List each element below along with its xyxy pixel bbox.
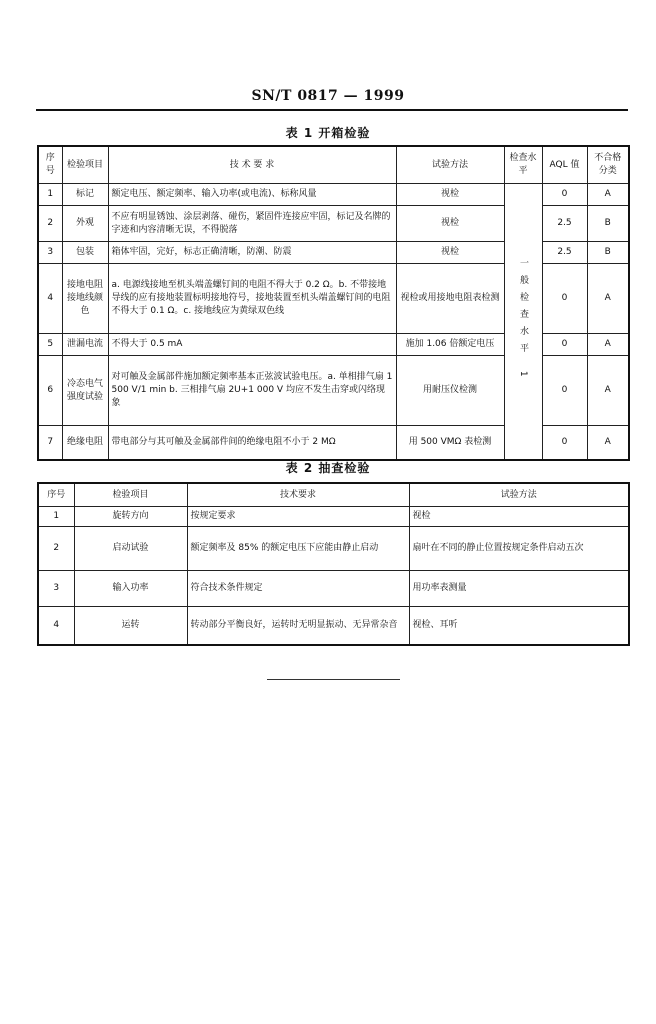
cell-item: 标记 xyxy=(62,184,108,206)
cell-requirement: 不应有明显锈蚀、涂层剥落、碰伤，紧固件连接应牢固，标记及名牌的字迹和内容清晰无误，不得脱落 xyxy=(108,206,396,242)
cell-no: 4 xyxy=(38,607,74,645)
cell-method: 施加 1.06 倍额定电压 xyxy=(396,334,504,356)
table2-caption: 表 2 抽查检验 xyxy=(285,461,371,475)
cell-method: 视检 xyxy=(396,242,504,264)
cell-aql: 2.5 xyxy=(542,242,587,264)
cell-class: B xyxy=(587,242,629,264)
cell-no: 1 xyxy=(38,507,74,527)
cell-no: 3 xyxy=(38,571,74,607)
cell-requirement: 额定电压、额定频率、输入功率(或电流)、标称风量 xyxy=(108,184,396,206)
cell-class: B xyxy=(587,206,629,242)
cell-item: 运转 xyxy=(74,607,187,645)
cell-item: 绝缘电阻 xyxy=(62,426,108,460)
cell-item: 输入功率 xyxy=(74,571,187,607)
table1-caption: 表 1 开箱检验 xyxy=(285,126,371,140)
cell-requirement: 转动部分平衡良好，运转时无明显振动、无异常杂音 xyxy=(187,607,409,645)
table-row xyxy=(38,507,629,527)
cell-method: 视检、耳听 xyxy=(409,607,629,645)
cell-requirement: a. 电源线接地至机头端盖螺钉间的电阻不得大于 0.2 Ω。b. 不带接地导线的应有接地装置标明接地符号，接地装置至机头端盖螺钉间的电阻不得大于 0.1 Ω。c. 接地线应为黄绿双色线 xyxy=(108,264,396,334)
cell-no: 2 xyxy=(38,206,62,242)
cell-item: 泄漏电流 xyxy=(62,334,108,356)
cell-class: A xyxy=(587,356,629,426)
cell-method: 视检 xyxy=(396,206,504,242)
col-header-no: 序号 xyxy=(38,146,62,184)
cell-aql: 0 xyxy=(542,184,587,206)
standard-number: SN/T 0817 — 1999 xyxy=(251,88,405,104)
cell-aql: 0 xyxy=(542,334,587,356)
col-header-item: 检验项目 xyxy=(62,146,108,184)
cell-class: A xyxy=(587,426,629,460)
cell-no: 4 xyxy=(38,264,62,334)
header-rule xyxy=(36,109,628,111)
cell-requirement: 按规定要求 xyxy=(187,507,409,527)
col-header-method: 试验方法 xyxy=(396,146,504,184)
cell-method: 用耐压仪检测 xyxy=(396,356,504,426)
table-sampling-inspection xyxy=(37,482,630,646)
cell-no: 7 xyxy=(38,426,62,460)
cell-no: 2 xyxy=(38,527,74,571)
cell-item: 冷态电气强度试验 xyxy=(62,356,108,426)
col-header-requirement: 技术要求 xyxy=(187,483,409,507)
cell-aql: 0 xyxy=(542,264,587,334)
cell-item: 启动试验 xyxy=(74,527,187,571)
cell-requirement: 不得大于 0.5 mA xyxy=(108,334,396,356)
cell-requirement: 符合技术条件规定 xyxy=(187,571,409,607)
cell-no: 3 xyxy=(38,242,62,264)
cell-requirement: 带电部分与其可触及金属部件间的绝缘电阻不小于 2 MΩ xyxy=(108,426,396,460)
col-header-requirement: 技 术 要 求 xyxy=(108,146,396,184)
cell-class: A xyxy=(587,184,629,206)
table-row xyxy=(38,184,629,206)
inspection-level-text: 一般检查水平 1 xyxy=(518,257,528,385)
col-header-item: 检验项目 xyxy=(74,483,187,507)
col-header-level: 检查水平 xyxy=(504,146,542,184)
cell-class: A xyxy=(587,264,629,334)
cell-method: 视检 xyxy=(396,184,504,206)
cell-method: 用功率表测量 xyxy=(409,571,629,607)
cell-requirement: 额定频率及 85% 的额定电压下应能由静止启动 xyxy=(187,527,409,571)
cell-method: 扇叶在不同的静止位置按规定条件启动五次 xyxy=(409,527,629,571)
cell-method: 视检或用接地电阻表检测 xyxy=(396,264,504,334)
table-unpacking-inspection xyxy=(37,145,630,461)
cell-no: 5 xyxy=(38,334,62,356)
cell-item: 接地电阻接地线颜色 xyxy=(62,264,108,334)
footer-rule xyxy=(267,679,400,680)
table-row xyxy=(38,571,629,607)
table-row xyxy=(38,527,629,571)
col-header-class: 不合格分类 xyxy=(587,146,629,184)
col-header-method: 试验方法 xyxy=(409,483,629,507)
cell-requirement: 对可触及金属部件施加额定频率基本正弦波试验电压。a. 单相排气扇 1 500 V/1 min b. 三相排气扇 2U+1 000 V 均应不发生击穿或闪络现象 xyxy=(108,356,396,426)
table-header-row xyxy=(38,146,629,184)
cell-item: 旋转方向 xyxy=(74,507,187,527)
col-header-aql: AQL 值 xyxy=(542,146,587,184)
cell-no: 6 xyxy=(38,356,62,426)
cell-item: 包装 xyxy=(62,242,108,264)
cell-aql: 0 xyxy=(542,356,587,426)
cell-aql: 2.5 xyxy=(542,206,587,242)
cell-class: A xyxy=(587,334,629,356)
col-header-no: 序号 xyxy=(38,483,74,507)
cell-no: 1 xyxy=(38,184,62,206)
cell-method: 视检 xyxy=(409,507,629,527)
table-header-row xyxy=(38,483,629,507)
table-row xyxy=(38,607,629,645)
cell-method: 用 500 VMΩ 表检测 xyxy=(396,426,504,460)
cell-item: 外观 xyxy=(62,206,108,242)
cell-requirement: 箱体牢固，完好，标志正确清晰，防潮、防震 xyxy=(108,242,396,264)
cell-inspection-level xyxy=(504,184,542,460)
cell-aql: 0 xyxy=(542,426,587,460)
